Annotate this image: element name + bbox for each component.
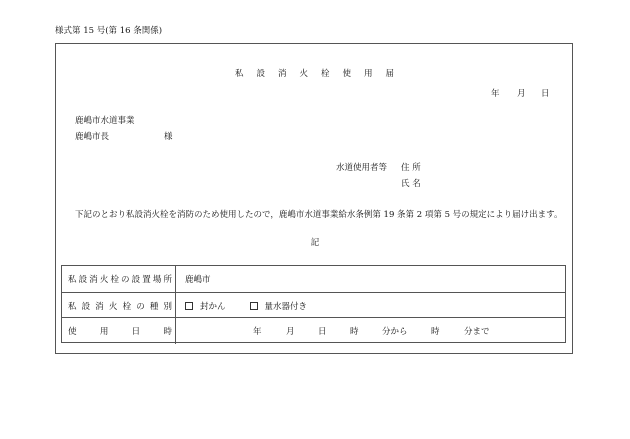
label-char: 用 xyxy=(99,327,109,337)
label-char: 私 xyxy=(68,302,77,312)
title-char: 使 xyxy=(342,69,365,79)
title-char: 私 xyxy=(234,69,257,79)
table-row-datetime xyxy=(62,317,565,344)
usage-month-label: 月 xyxy=(286,327,295,337)
datetime-label xyxy=(68,318,172,344)
form-number: 様式第 15 号(第 16 条関係) xyxy=(55,26,163,36)
title-char: 栓 xyxy=(321,69,343,79)
label-char: 置 xyxy=(142,275,151,285)
location-label xyxy=(68,266,172,292)
label-char: 設 xyxy=(78,275,88,285)
column-divider xyxy=(175,293,176,319)
document-title xyxy=(0,67,630,79)
label-char: 栓 xyxy=(110,275,119,285)
usage-hour-to-label: 時 xyxy=(431,327,440,337)
applicant-label: 水道使用者等 xyxy=(336,163,388,173)
title-char: 用 xyxy=(364,69,386,79)
table-row-type xyxy=(62,292,565,319)
checkbox-icon[interactable] xyxy=(250,302,258,310)
addressee-name: 鹿嶋市長 xyxy=(75,132,110,142)
usage-minute-from-label: 分から xyxy=(382,327,408,337)
checkbox-icon[interactable] xyxy=(185,302,193,310)
label-char: 設 xyxy=(131,275,141,285)
usage-day-label: 日 xyxy=(318,327,327,337)
title-char: 届 xyxy=(385,69,408,79)
column-divider xyxy=(175,266,176,292)
label-char: 別 xyxy=(163,302,172,312)
addressee-honorific: 様 xyxy=(164,132,173,142)
label-char: 消 xyxy=(95,302,104,312)
checkbox-sealed[interactable] xyxy=(185,300,226,312)
label-char: 火 xyxy=(99,275,109,285)
date-month-label: 月 xyxy=(517,89,526,99)
name-label: 氏 名 xyxy=(401,179,421,189)
label-char: 火 xyxy=(108,302,118,312)
addressee-organization: 鹿嶋市水道事業 xyxy=(75,116,135,126)
label-char: 場 xyxy=(152,275,162,285)
label-char: 所 xyxy=(163,275,172,285)
label-char: 日 xyxy=(131,327,141,337)
label-char: 使 xyxy=(68,327,77,337)
label-char: 時 xyxy=(163,327,172,337)
notation-label: 記 xyxy=(310,238,320,248)
label-char: 設 xyxy=(81,302,91,312)
title-char: 設 xyxy=(256,69,278,79)
column-divider xyxy=(175,318,176,344)
type-label xyxy=(68,293,172,319)
type-options xyxy=(185,293,331,319)
table-row-location xyxy=(62,266,565,292)
title-char: 消 xyxy=(277,69,300,79)
usage-year-label: 年 xyxy=(253,327,262,337)
date-year-label: 年 xyxy=(491,89,500,99)
date-day-label: 日 xyxy=(541,89,550,99)
usage-hour-from-label: 時 xyxy=(350,327,359,337)
label-char: の xyxy=(136,302,145,312)
label-char: 私 xyxy=(68,275,77,285)
request-body-text: 下記のとおり私設消火栓を消防のため使用したので，鹿嶋市水道事業給水条例第 19 条第 2 項第 5 号の規定により届け出ます。 xyxy=(75,210,563,220)
title-char: 火 xyxy=(299,69,321,79)
checkbox-with-meter[interactable] xyxy=(250,300,308,312)
label-char: 消 xyxy=(89,275,98,285)
label-char: 種 xyxy=(149,302,159,312)
label-char: の xyxy=(121,275,130,285)
option-sealed-label: 封かん xyxy=(200,302,226,312)
label-char: 栓 xyxy=(122,302,132,312)
detail-table xyxy=(61,265,566,343)
option-with-meter-label: 量水器付き xyxy=(264,302,308,312)
usage-minute-to-label: 分まで xyxy=(464,327,490,337)
location-value: 鹿嶋市 xyxy=(185,275,211,285)
address-label: 住 所 xyxy=(401,163,421,173)
